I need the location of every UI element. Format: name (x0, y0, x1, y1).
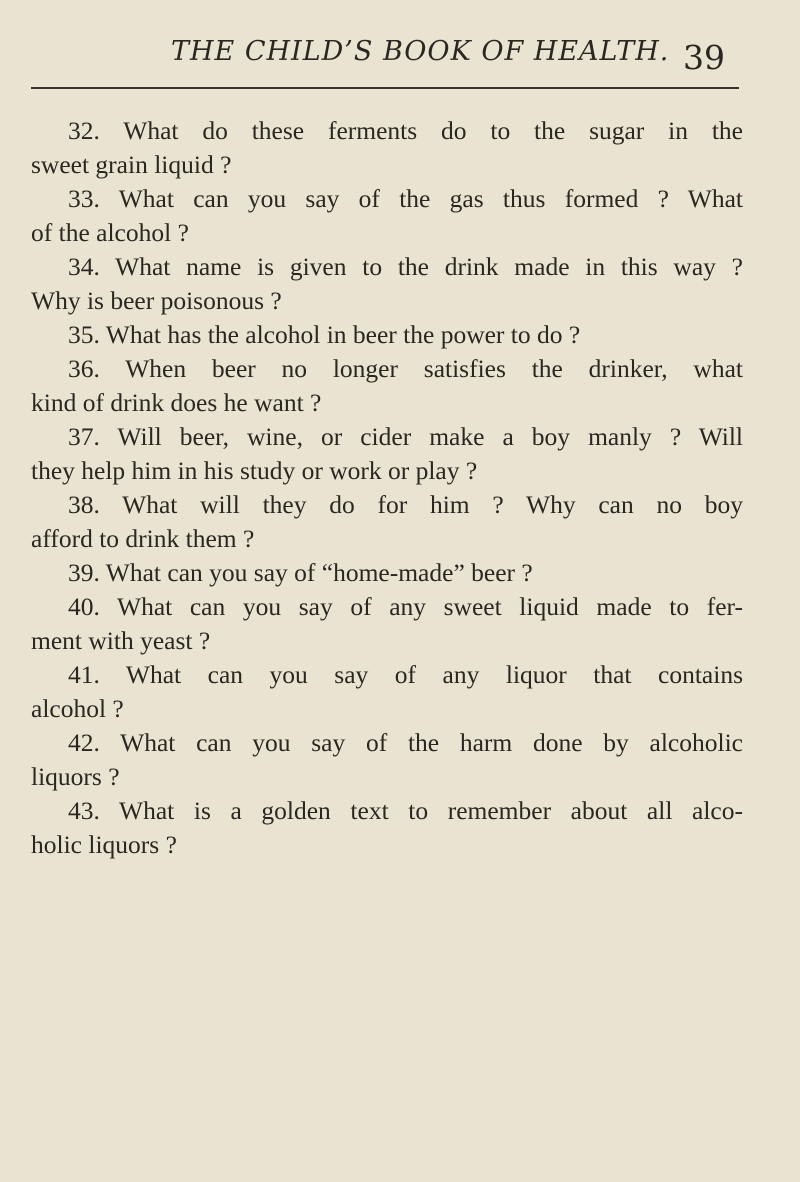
question-line: kind of drink does he want ? (31, 388, 322, 417)
question-line: 35. What has the alcohol in beer the power to do ? (68, 320, 581, 349)
question-line: 37. Will beer, wine, or cider make a boy manly ? Will (68, 422, 743, 451)
header-rule (31, 87, 739, 89)
question-32 (31, 114, 743, 182)
question-38 (31, 488, 743, 556)
question-line: alcohol ? (31, 694, 124, 723)
question-line: 42. What can you say of the harm done by alcoholic (68, 728, 743, 757)
question-42 (31, 726, 743, 794)
question-line: 41. What can you say of any liquor that contains (68, 660, 743, 689)
question-39 (31, 556, 743, 590)
question-line: 36. When beer no longer satisfies the drinker, what (68, 354, 743, 383)
question-40 (31, 590, 743, 658)
question-line: 32. What do these ferments do to the sugar in the (68, 116, 743, 145)
question-line: they help him in his study or work or play ? (31, 456, 478, 485)
question-36 (31, 352, 743, 420)
question-43 (31, 794, 743, 862)
question-41 (31, 658, 743, 726)
question-line: 40. What can you say of any sweet liquid made to fer- (68, 592, 743, 621)
question-line: liquors ? (31, 762, 120, 791)
question-line: 39. What can you say of “home-made” beer ? (68, 558, 533, 587)
question-37 (31, 420, 743, 488)
question-34 (31, 250, 743, 318)
question-line: 33. What can you say of the gas thus formed ? What (68, 184, 743, 213)
question-line: 38. What will they do for him ? Why can no boy (68, 490, 743, 519)
page-number: 39 (683, 38, 725, 77)
question-35 (31, 318, 743, 352)
question-line: ment with yeast ? (31, 626, 211, 655)
running-head (0, 36, 800, 76)
question-line: 34. What name is given to the drink made in this way ? (68, 252, 743, 281)
question-line: of the alcohol ? (31, 218, 189, 247)
question-line: holic liquors ? (31, 830, 177, 859)
running-title: THE CHILD’S BOOK OF HEALTH. (171, 36, 670, 67)
question-33 (31, 182, 743, 250)
question-line: sweet grain liquid ? (31, 150, 232, 179)
question-list (31, 114, 743, 862)
question-line: Why is beer poisonous ? (31, 286, 282, 315)
question-line: afford to drink them ? (31, 524, 255, 553)
question-line: 43. What is a golden text to remember about all alco- (68, 796, 743, 825)
